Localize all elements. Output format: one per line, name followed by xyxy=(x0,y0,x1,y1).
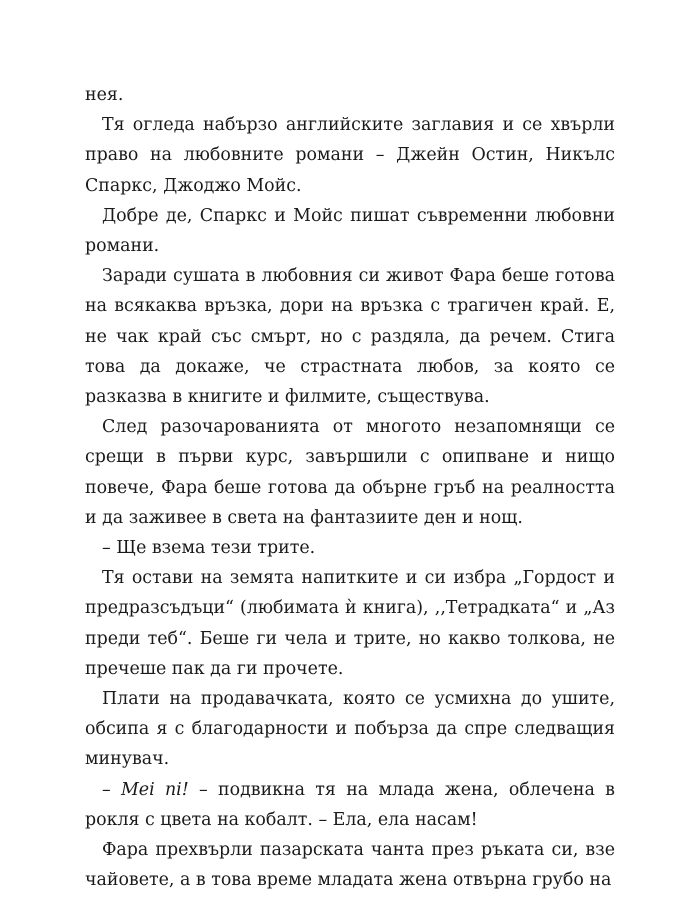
paragraph-5: След разочарованията от многото незапомнящи се срещи в първи курс, завършили с опипване и нищо повече, Фара беше готова да обърне гръб на реалността и да заживее в света на фантазиите ден и нощ. xyxy=(85,417,615,528)
dialogue-dash: – xyxy=(102,779,121,800)
paragraph-8: Плати на продавачката, която се усмихна до ушите, обсипа я с благодарности и побърза да спре следващия минувач. xyxy=(85,689,615,770)
paragraph-4: Заради сушата в любовния си живот Фара беше готова на всякаква връзка, дори на връзка с трагичен край. Е, не чак край със смърт, но с раздяла, да речем. Стига това да докаже, че страстната любов, за която се разказва в книгите и филмите, съществува. xyxy=(85,266,615,408)
paragraph-3: Добре де, Спаркс и Мойс пишат съвременни любовни романи. xyxy=(85,205,615,257)
dialogue-paragraph xyxy=(85,775,615,835)
dialogue-foreign-phrase: Mei ni! xyxy=(121,779,189,800)
paragraph-2: Тя огледа набързо английските заглавия и се хвърли право на любовните романи – Джейн Остин, Никълс Спаркс, Джоджо Мойс. xyxy=(85,115,615,196)
closing-paragraph: Фара прехвърли пазарската чанта през ръката си, взе чайовете, а в това време младата жена отвърна грубо на xyxy=(85,840,615,891)
paragraph-6: – Ще взема тези трите. xyxy=(102,538,316,559)
paragraph-7: Тя остави на земята напитките и си избра „Гордост и предразсъдъци“ (любимата ѝ книга), ‚‚Тетрадката“ и „Аз преди теб“. Беше ги чела и трите, но какво толкова, не пречеше пак да ги прочете. xyxy=(85,568,615,679)
book-page xyxy=(85,80,615,895)
paragraph-1: нея. xyxy=(85,85,124,105)
dialogue-rest: – подвикна тя на млада жена, облечена в рокля с цвета на кобалт. – Ела, ела насам! xyxy=(85,779,615,830)
